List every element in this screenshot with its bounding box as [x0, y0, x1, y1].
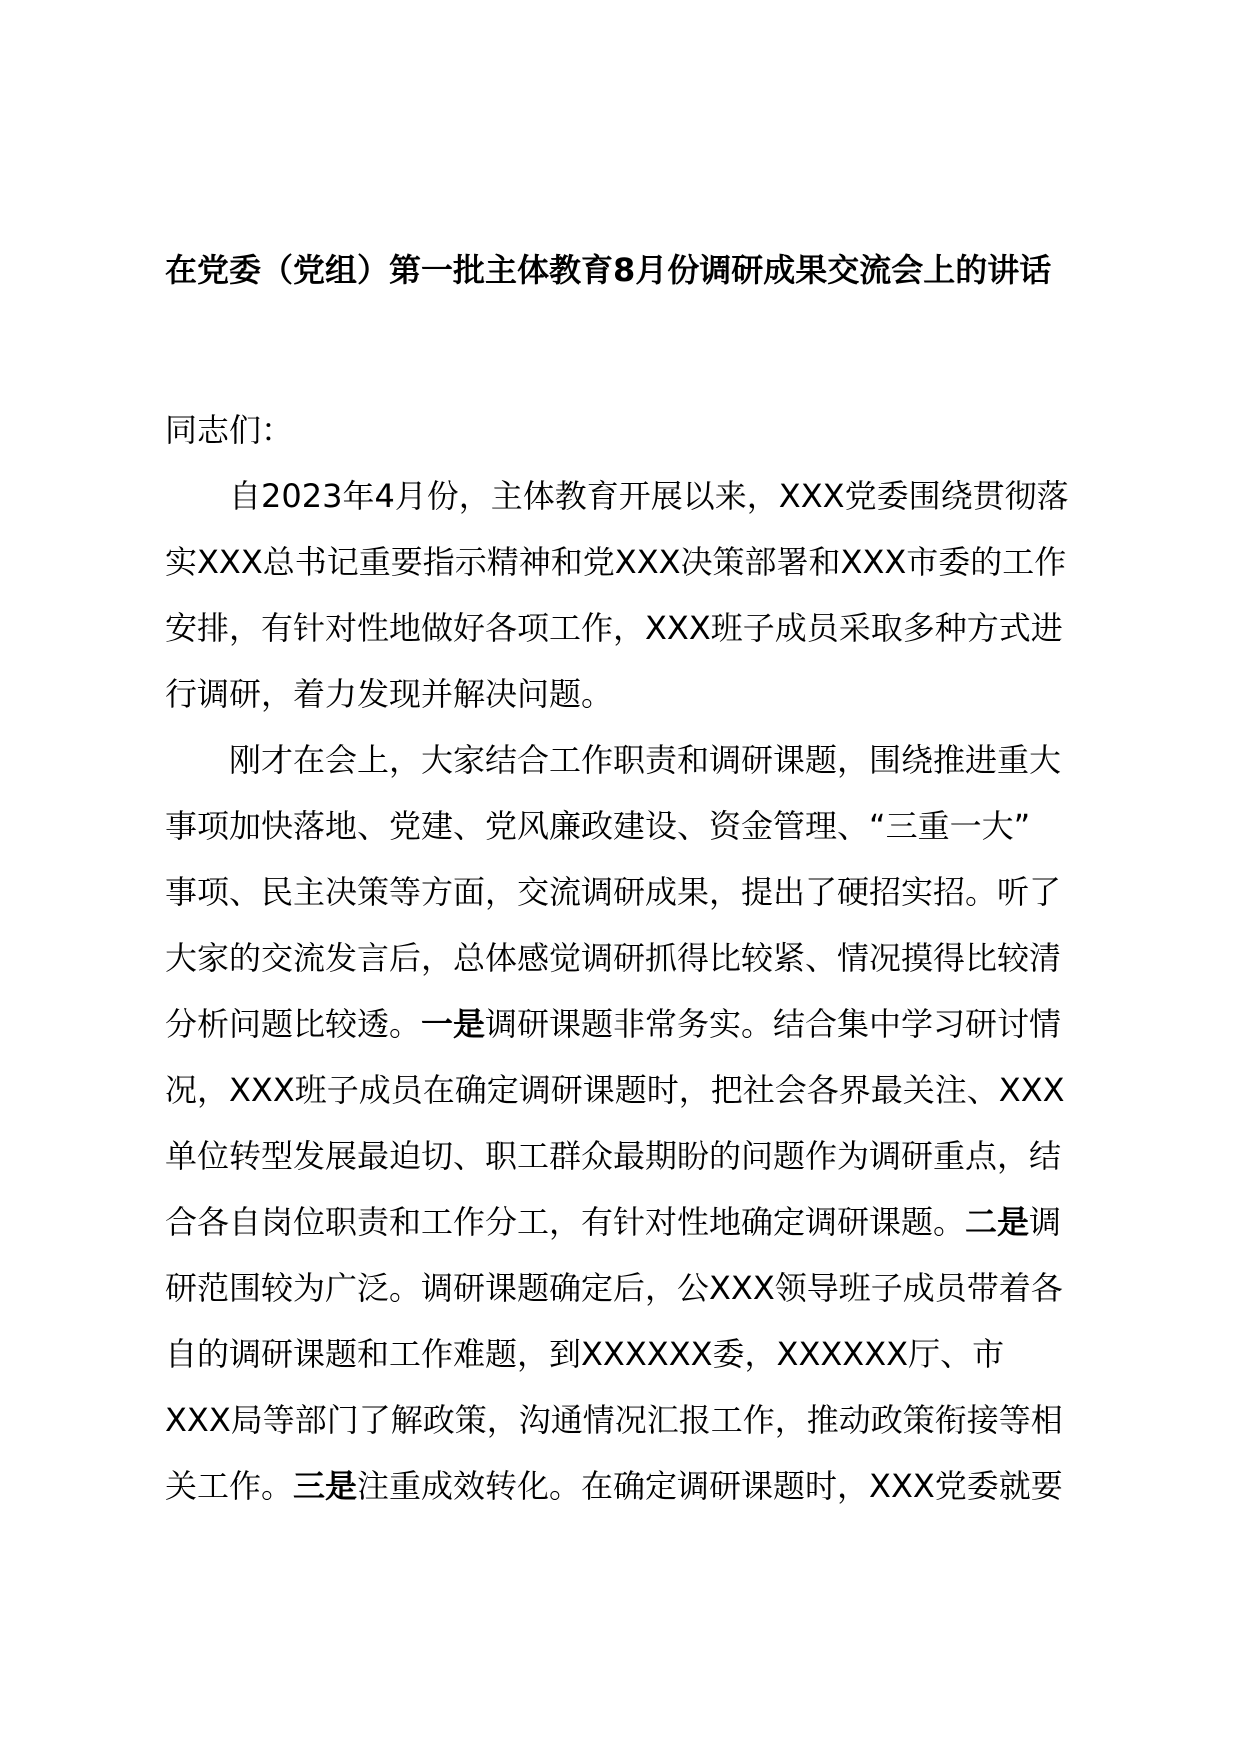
document-title: 在党委（党组）第一批主体教育8月份调研成果交流会上的讲话 — [165, 251, 1052, 289]
paragraph-2-line-3: 事项、民主决策等方面，交流调研成果，提出了硬招实招。听了 — [165, 873, 1062, 911]
emphasis-first: 一是 — [421, 1005, 486, 1043]
paragraph-2-line-12 — [165, 1453, 1110, 1519]
text-run: 调研课题非常务实。结合集中学习研讨情 — [485, 1005, 1062, 1043]
paragraph-1-line-2: 实XXX总书记重要指示精神和党XXX决策部署和XXX市委的工作 — [165, 543, 1067, 581]
paragraph-1-line-3: 安排，有针对性地做好各项工作，XXX班子成员采取多种方式进 — [165, 609, 1063, 647]
paragraph-1-line-1: 自2023年4月份，主体教育开展以来，XXX党委围绕贯彻落 — [229, 477, 1069, 515]
text-run: 调 — [1029, 1203, 1062, 1241]
paragraph-1-line-4: 行调研，着力发现并解决问题。 — [165, 675, 614, 713]
salutation: 同志们： — [165, 411, 294, 449]
paragraph-2-line-6: 况，XXX班子成员在确定调研课题时，把社会各界最关注、XXX — [165, 1071, 1065, 1109]
paragraph-2-line-10: 自的调研课题和工作难题，到XXXXXX委，XXXXXX厅、市 — [165, 1335, 1005, 1373]
text-run: 关工作。 — [165, 1467, 294, 1505]
emphasis-second: 二是 — [965, 1203, 1030, 1241]
paragraph-2-line-1: 刚才在会上，大家结合工作职责和调研课题，围绕推进重大 — [229, 741, 1062, 779]
paragraph-2-line-5 — [165, 991, 1110, 1057]
text-run: 合各自岗位职责和工作分工，有针对性地确定调研课题。 — [165, 1203, 966, 1241]
paragraph-2-line-8 — [165, 1189, 1110, 1255]
document-body — [165, 397, 1110, 1519]
paragraph-2-line-11: XXX局等部门了解政策，沟通情况汇报工作，推动政策衔接等相 — [165, 1401, 1063, 1439]
text-run: 注重成效转化。在确定调研课题时，XXX党委就要 — [357, 1467, 1063, 1505]
paragraph-2-line-7: 单位转型发展最迫切、职工群众最期盼的问题作为调研重点，结 — [165, 1137, 1062, 1175]
paragraph-2-line-9: 研范围较为广泛。调研课题确定后，公XXX领导班子成员带着各 — [165, 1269, 1063, 1307]
paragraph-2-line-4: 大家的交流发言后，总体感觉调研抓得比较紧、情况摸得比较清 — [165, 939, 1062, 977]
text-run: 分析问题比较透。 — [165, 1005, 422, 1043]
paragraph-2-line-2: 事项加快落地、党建、党风廉政建设、资金管理、“三重一大” — [165, 807, 1031, 845]
emphasis-third: 三是 — [293, 1467, 358, 1505]
